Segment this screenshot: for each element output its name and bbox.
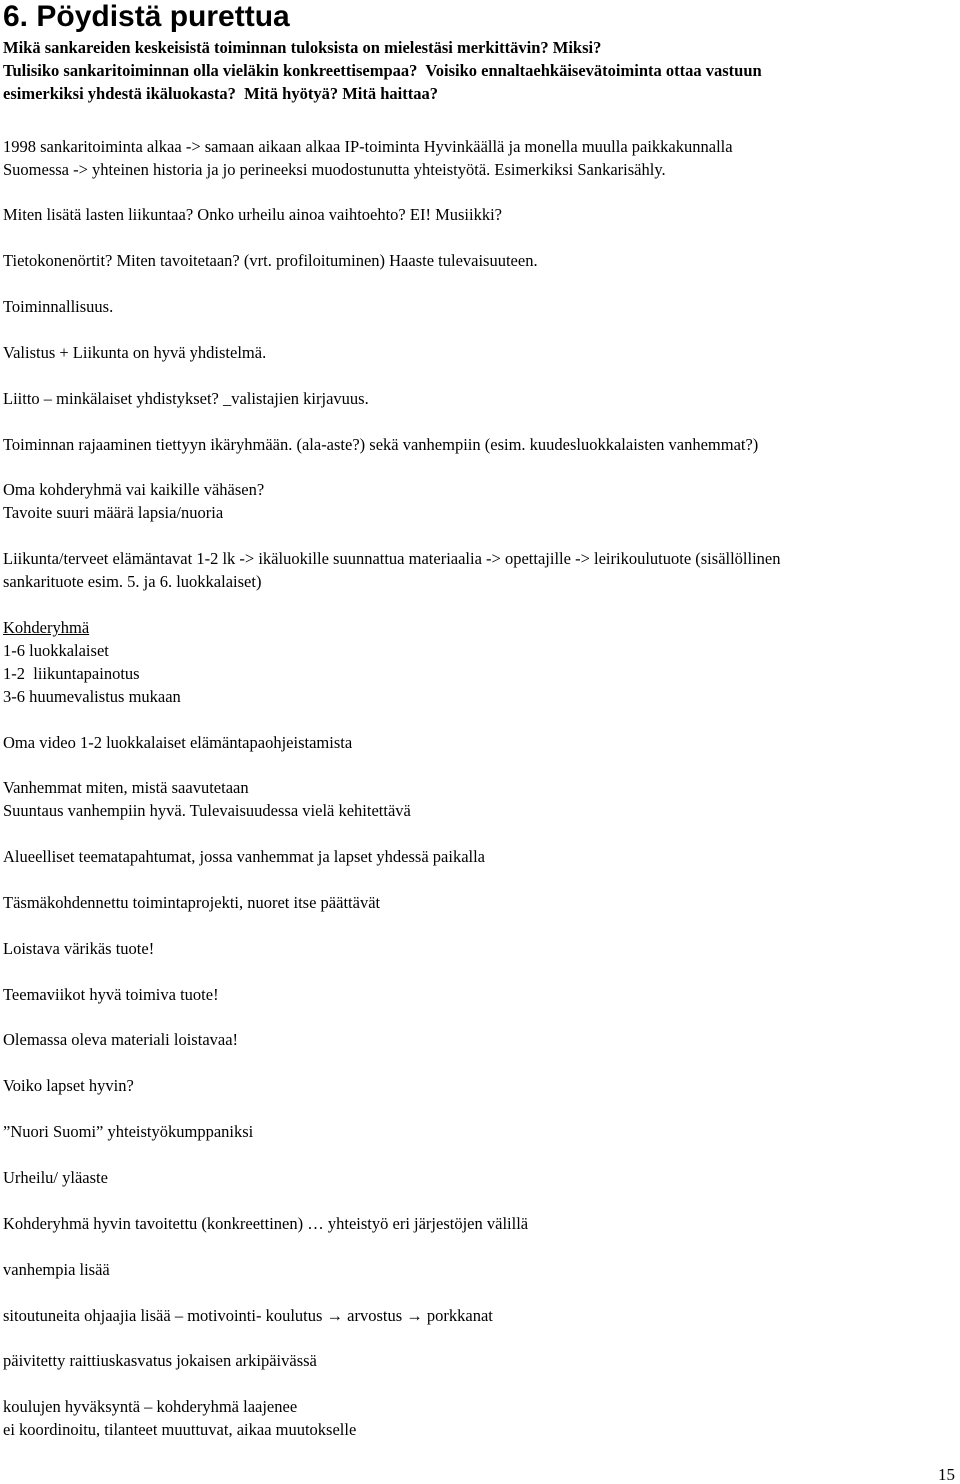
text-line: Urheilu/ yläaste [3, 1168, 108, 1187]
text-line: päivitetty raittiuskasvatus jokaisen arkipäivässä [3, 1351, 317, 1370]
text-line: ”Nuori Suomi” yhteistyökumppaniksi [3, 1122, 254, 1141]
text-line: 3-6 huumevalistus mukaan [3, 687, 181, 706]
text-line: Loistava värikäs tuote! [3, 939, 155, 958]
text-line: Suuntaus vanhempiin hyvä. Tulevaisuudessa vielä kehitettävä [3, 801, 411, 820]
intro-line-1: Mikä sankareiden keskeisistä toiminnan tuloksista on mielestäsi merkittävin? Miksi? [3, 38, 602, 57]
text-line: Liitto – minkälaiset yhdistykset? _valistajien kirjavuus. [3, 389, 369, 408]
text-line: Teemaviikot hyvä toimiva tuote! [3, 985, 219, 1004]
text-line: vanhempia lisää [3, 1260, 110, 1279]
text-line: Olemassa oleva materiali loistavaa! [3, 1030, 239, 1049]
text-line: sitoutuneita ohjaajia lisää – motivointi- koulutus → arvostus → porkkanat [3, 1306, 493, 1325]
intro-line-2: Tulisiko sankaritoiminnan olla vieläkin konkreettisempaa? Voisiko ennaltaehkäisevätoiminta ottaa vastuun [3, 61, 762, 80]
text-line: Tavoite suuri määrä lapsia/nuoria [3, 503, 224, 522]
text-line: 1-2 liikuntapainotus [3, 664, 140, 683]
text-line: Suomessa -> yhteinen historia ja jo perineeksi muodostunutta yhteistyötä. Esimerkiksi Sankarisähly. [3, 160, 666, 179]
section-heading: 6. Pöydistä purettua [3, 0, 290, 33]
text-line: Tietokonenörtit? Miten tavoitetaan? (vrt. profiloituminen) Haaste tulevaisuuteen. [3, 251, 538, 270]
text-line: Voiko lapset hyvin? [3, 1076, 134, 1095]
text-line: Valistus + Liikunta on hyvä yhdistelmä. [3, 343, 267, 362]
text-line: Toiminnallisuus. [3, 297, 114, 316]
text-line: 1998 sankaritoiminta alkaa -> samaan aikaan alkaa IP-toiminta Hyvinkäällä ja monella muulla paikkakunnalla [3, 137, 733, 156]
intro-line-3: esimerkiksi yhdestä ikäluokasta? Mitä hyötyä? Mitä haittaa? [3, 84, 438, 103]
subheading-kohderyhma: Kohderyhmä [3, 618, 90, 637]
text-line: sankarituote esim. 5. ja 6. luokkalaiset) [3, 572, 262, 591]
text-line: Oma kohderyhmä vai kaikille vähäsen? [3, 480, 265, 499]
text-line: Täsmäkohdennettu toimintaprojekti, nuoret itse päättävät [3, 893, 381, 912]
text-line: Alueelliset teematapahtumat, jossa vanhemmat ja lapset yhdessä paikalla [3, 847, 486, 866]
text-line: Vanhemmat miten, mistä saavutetaan [3, 778, 249, 797]
text-line: Toiminnan rajaaminen tiettyyn ikäryhmään. (ala-aste?) sekä vanhempiin (esim. kuudesluokkalaisten vanhemmat?) [3, 435, 759, 454]
text-line: ei koordinoitu, tilanteet muuttuvat, aikaa muutokselle [3, 1420, 357, 1439]
text-line: Miten lisätä lasten liikuntaa? Onko urheilu ainoa vaihtoehto? EI! Musiikki? [3, 205, 502, 224]
text-line: koulujen hyväksyntä – kohderyhmä laajenee [3, 1397, 298, 1416]
text-line: Oma video 1-2 luokkalaiset elämäntapaohjeistamista [3, 733, 353, 752]
page-number: 15 [938, 1465, 955, 1484]
text-line: 1-6 luokkalaiset [3, 641, 109, 660]
text-line: Liikunta/terveet elämäntavat 1-2 lk -> ikäluokille suunnattua materiaalia -> opettajille -> leirikoulutuote (sisällöllinen [3, 549, 781, 568]
text-line: Kohderyhmä hyvin tavoitettu (konkreettinen) … yhteistyö eri järjestöjen välillä [3, 1214, 529, 1233]
